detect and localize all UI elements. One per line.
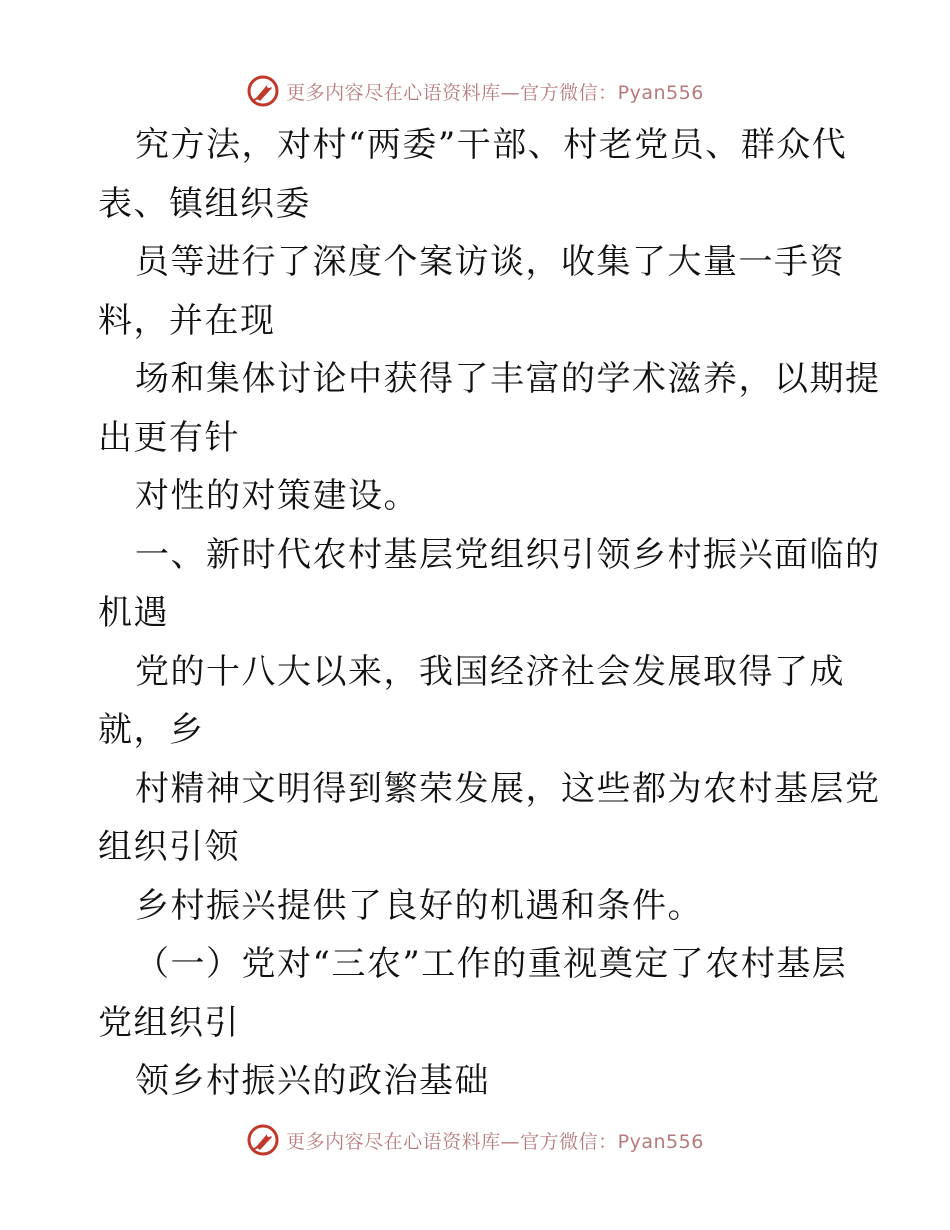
- text-line: 表、镇组织委: [98, 183, 311, 224]
- document-body: [98, 116, 881, 1111]
- pen-nib-logo-icon: [246, 74, 280, 108]
- footer-banner: [0, 1120, 950, 1160]
- text-line: 出更有针: [98, 417, 240, 458]
- footer-banner-text: 更多内容尽在心语资料库—官方微信：Pyan556: [286, 1130, 704, 1153]
- text-line: 村精神文明得到繁荣发展，这些都为农村基层党: [135, 768, 881, 809]
- subsection-heading-cont: 领乡村振兴的政治基础: [135, 1061, 490, 1101]
- section-heading: 一、新时代农村基层党组织引领乡村振兴面临的: [135, 534, 881, 575]
- text-line: 对性的对策建设。: [135, 476, 419, 516]
- subsection-heading-cont: 党组织引: [98, 1002, 240, 1043]
- header-banner: [0, 71, 950, 111]
- header-banner-text: 更多内容尽在心语资料库—官方微信：Pyan556: [286, 81, 704, 104]
- section-heading-cont: 机遇: [98, 593, 169, 633]
- text-line: 乡村振兴提供了良好的机遇和条件。: [135, 885, 703, 926]
- text-line: 组织引领: [98, 827, 240, 867]
- text-line: 场和集体讨论中获得了丰富的学术滋养，以期提: [135, 359, 881, 399]
- subsection-heading: （一）党对“三农”工作的重视奠定了农村基层: [135, 944, 848, 984]
- pen-nib-logo-icon: [246, 1123, 280, 1157]
- text-line: 员等进行了深度个案访谈，收集了大量一手资: [135, 242, 845, 282]
- text-line: 党的十八大以来，我国经济社会发展取得了成: [135, 651, 845, 692]
- text-line: 料，并在现: [98, 300, 276, 341]
- text-line: 究方法，对村“两委”干部、村老党员、群众代: [135, 125, 848, 165]
- text-line: 就，乡: [98, 710, 205, 750]
